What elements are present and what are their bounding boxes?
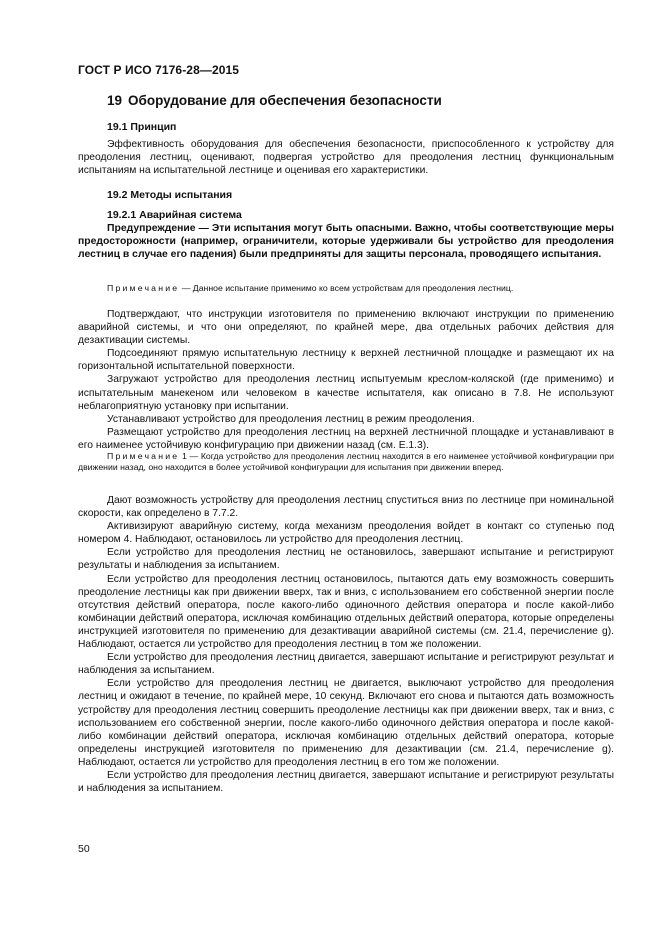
paragraph: Если устройство для преодоления лестниц двигается, завершают испытание и регистрируют результат и наблюдения за испытанием. [78, 652, 614, 677]
paragraph: Активизируют аварийную систему, когда механизм преодоления войдет в контакт со ступенью под номером 4. Наблюдают, остановилось ли устройство для преодоления лестниц. [78, 521, 614, 546]
paragraph: Подсоединяют прямую испытательную лестницу к верхней лестничной площадке и размещают их на горизонтальной испытательной поверхности. [78, 348, 614, 373]
paragraph: Дают возможность устройству для преодоления лестниц спуститься вниз по лестнице при номинальной скорости, как определено в 7.7.2. [78, 495, 614, 520]
note-1-block [78, 451, 614, 473]
paragraph: Загружают устройство для преодоления лестниц испытуемым креслом-коляской (где применимо) и испытательным манекеном или человеком в качестве испытателя, как описано в 7.8. Не используют неблагоприятную установку при испытании. [78, 374, 614, 412]
subsection-19-2-1-heading [78, 209, 614, 221]
paragraph: Если устройство для преодоления лестниц не двигается, выключают устройство для преодоления лестниц и ожидают в течение, по крайней мере, 10 секунд. Включают его снова и пытаются дать возможность устройству для преодоления лестниц совершить преодоление лестницы как при движении вверх, так и вниз, с использованием его собственной энергии, после какого-либо одиночного действия оператора и после какой-либо комбинации действий оператора, исключая комбинацию отдельных действий оператора, которые определены инструкцией изготовителя по применению для дезактивации (см. 21.4, перечисление g). Наблюдают, остается ли устройство для преодоления лестниц в его том же положении. [78, 678, 614, 768]
note-block [78, 283, 614, 294]
paragraph: Если устройство для преодоления лестниц двигается, завершают испытание и регистрируют результаты и наблюдения за испытанием. [78, 769, 614, 795]
subsection-heading: 19.2 Методы испытания [107, 189, 233, 201]
note-label: Примечание [107, 283, 180, 293]
paragraph: Эффективность оборудования для обеспечения безопасности, приспособленного к устройству для преодоления лестниц, оценивают, подвергая устройство для преодоления лестниц функциональным испытаниям на испытательной лестнице и оценивая его характеристики. [78, 139, 614, 177]
paragraph: Если устройство для преодоления лестниц не остановилось, завершают испытание и регистрируют результаты и наблюдения за испытанием. [78, 547, 614, 572]
warning-block [78, 222, 614, 261]
subsection-heading: 19.2.1 Аварийная система [107, 209, 242, 221]
paragraph: Размещают устройство для преодоления лестниц на верхней лестничной площадке и устанавливают в его наименее устойчивую конфигурацию при движении назад (см. Е.1.3). [78, 426, 614, 451]
subsection-19-2-heading [78, 189, 614, 201]
note-label: Примечание [107, 451, 180, 461]
warning-text: Предупреждение — Эти испытания могут быть опасными. Важно, чтобы соответствующие меры предосторожности (например, ограничители, которые удерживали бы устройство для преодоления лестниц в случае его падения) были предприняты для защиты персонала, проводящего испытания. [78, 223, 614, 261]
body-block-1 [78, 308, 614, 452]
paragraph: Устанавливают устройство для преодоления лестниц в режим преодоления. [107, 413, 475, 425]
document-header: ГОСТ Р ИСО 7176-28—2015 [78, 63, 240, 77]
section-heading: Оборудование для обеспечения безопасности [128, 93, 442, 108]
subsection-19-1-body [78, 138, 614, 177]
section-number: 19 [107, 93, 123, 108]
note-text: 1 — Когда устройство для преодоления лестниц находится в его наименее устойчивой конфигурации при движении назад, оно находится в более устойчивой конфигурации для испытания при движении вперед. [78, 451, 614, 473]
body-block-2 [78, 494, 614, 795]
paragraph: Если устройство для преодоления лестниц остановилось, пытаются дать ему возможность совершить преодоление лестницы как при движении вверх, так и вниз, с использованием его собственной энергии после отсутствия действий оператора, после какого-либо одиночного действия оператора и после какой-либо комбинации действий оператора, исключая комбинацию отдельных действий оператора, которые определены инструкцией изготовителя по применению для дезактивации аварийной системы (см. 21.4, перечисление g). Наблюдают, остается ли устройство для преодоления лестниц в том же положении. [78, 573, 614, 651]
section-title [107, 93, 442, 108]
note-text: — Данное испытание применимо ко всем устройствам для преодоления лестниц. [179, 283, 514, 293]
subsection-19-1-heading [78, 121, 614, 133]
subsection-heading: 19.1 Принцип [107, 121, 177, 133]
paragraph: Подтверждают, что инструкции изготовителя по применению включают инструкции по применению аварийной системы, и что они определяют, по крайней мере, два отдельных рабочих действия для дезактивации системы. [78, 309, 614, 347]
page-number: 50 [78, 843, 90, 855]
